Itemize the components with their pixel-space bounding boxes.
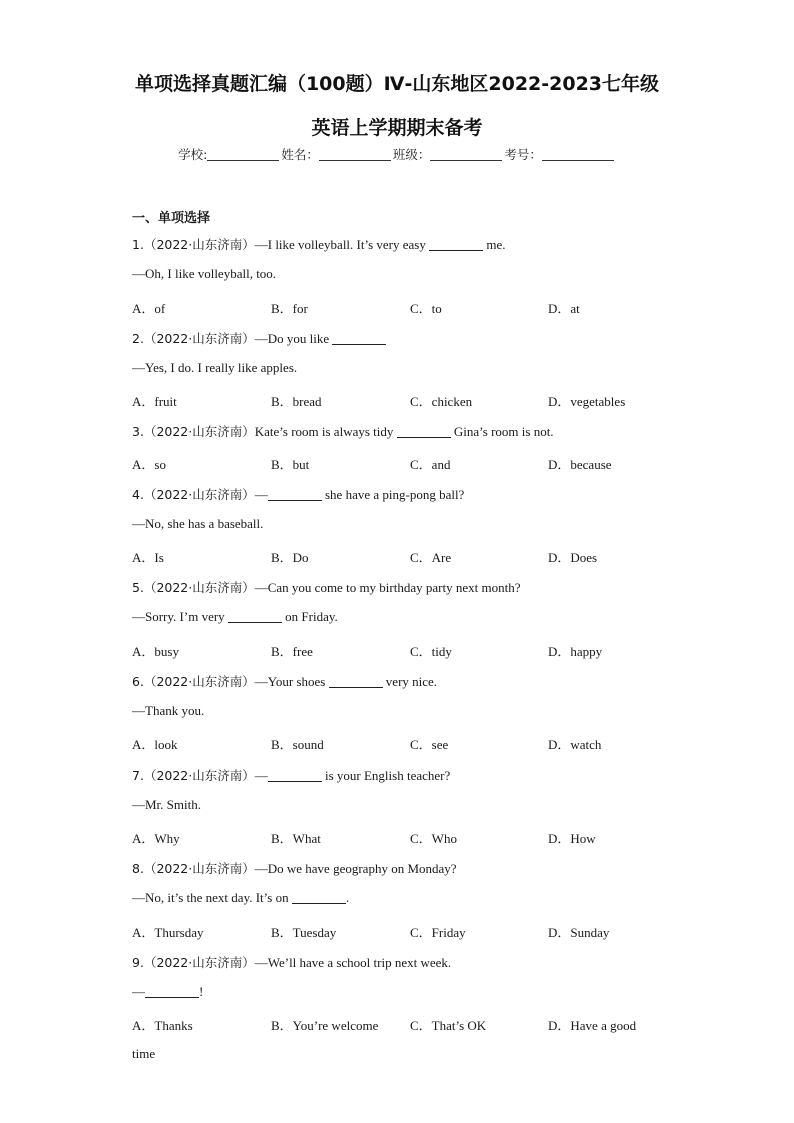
option-a: A．Why — [132, 831, 180, 846]
question-source: （2022·山东济南） — [143, 237, 255, 252]
reply-text: — — [132, 984, 145, 999]
question-source: （2022·山东济南） — [143, 861, 255, 876]
question-text: —I like volleyball. It’s very easy — [254, 237, 426, 252]
question-6-reply: —Thank you. — [132, 703, 205, 718]
question-text: Kate’s room is always tidy — [254, 424, 394, 439]
option-a: A．fruit — [132, 394, 177, 409]
option-c: C．chicken — [410, 394, 473, 409]
option-d: D．Does — [548, 550, 598, 565]
answer-blank — [429, 238, 483, 251]
option-a: A．Thursday — [132, 925, 204, 940]
answer-blank — [329, 675, 383, 688]
answer-blank — [228, 610, 282, 623]
question-source: （2022·山东济南） — [143, 331, 255, 346]
option-b: B．sound — [271, 737, 324, 752]
question-number: 3. — [132, 424, 144, 439]
question-source: （2022·山东济南） — [143, 580, 255, 595]
question-2-stem — [132, 329, 386, 347]
option-c: C．tidy — [410, 644, 452, 659]
option-d: D．at — [548, 301, 580, 316]
option-b: B．free — [271, 644, 313, 659]
question-number: 6. — [132, 674, 144, 689]
question-source: （2022·山东济南） — [143, 955, 255, 970]
class-blank — [430, 148, 502, 161]
answer-blank — [268, 769, 322, 782]
question-5-reply — [132, 609, 338, 625]
question-number: 2. — [132, 331, 144, 346]
question-number: 7. — [132, 768, 144, 783]
reply-text-after: . — [345, 890, 350, 905]
question-1-stem — [132, 235, 506, 253]
option-b: B．bread — [271, 394, 322, 409]
option-b: B．What — [271, 831, 321, 846]
option-a: A．so — [132, 457, 166, 472]
question-4-stem — [132, 485, 464, 503]
number-blank — [542, 148, 614, 161]
student-info-row — [0, 145, 794, 163]
question-4-reply: —No, she has a baseball. — [132, 516, 264, 531]
question-text-after: Gina’s room is not. — [453, 424, 554, 439]
reply-text: —Sorry. I’m very — [132, 609, 225, 624]
question-text-after: is your English teacher? — [324, 768, 451, 783]
question-text: —Your shoes — [254, 674, 326, 689]
question-number: 9. — [132, 955, 144, 970]
document-title-line-2: 英语上学期期末备考 — [311, 117, 483, 139]
answer-blank — [332, 332, 386, 345]
question-number: 8. — [132, 861, 144, 876]
question-number: 4. — [132, 487, 144, 502]
question-text: —Can you come to my birthday party next month? — [254, 580, 521, 595]
question-number: 5. — [132, 580, 144, 595]
answer-blank — [145, 985, 199, 998]
answer-blank — [268, 488, 322, 501]
option-c: C．Are — [410, 550, 452, 565]
option-a: A．look — [132, 737, 178, 752]
reply-text: —No, it’s the next day. It’s on — [132, 890, 289, 905]
question-text: —Do you like — [254, 331, 330, 346]
reply-text-after: ! — [199, 984, 204, 999]
question-source: （2022·山东济南） — [143, 674, 255, 689]
question-number: 1. — [132, 237, 144, 252]
name-blank — [319, 148, 391, 161]
question-9-reply — [132, 984, 203, 1000]
question-text: —We’ll have a school trip next week. — [254, 955, 452, 970]
question-text-after: very nice. — [385, 674, 438, 689]
option-c: C．and — [410, 457, 451, 472]
option-c: C．see — [410, 737, 449, 752]
option-b: B．for — [271, 301, 308, 316]
document-title-line-1: 单项选择真题汇编（100题）Ⅳ-山东地区2022-2023七年级 — [134, 73, 660, 95]
option-d: D．How — [548, 831, 596, 846]
option-d: D．Have a good — [548, 1018, 637, 1033]
question-9-stem — [132, 953, 451, 971]
option-c: C．That’s OK — [410, 1018, 487, 1033]
answer-blank — [397, 425, 451, 438]
option-c: C．to — [410, 301, 442, 316]
option-b: B．Tuesday — [271, 925, 337, 940]
question-source: （2022·山东济南） — [143, 487, 255, 502]
question-text: — — [254, 768, 268, 783]
question-8-stem — [132, 859, 457, 877]
question-1-reply: —Oh, I like volleyball, too. — [132, 266, 277, 281]
class-label: 班级： — [392, 147, 431, 162]
option-d: D．Sunday — [548, 925, 610, 940]
name-label: 姓名： — [281, 147, 319, 162]
question-source: （2022·山东济南） — [143, 424, 255, 439]
option-c: C．Friday — [410, 925, 466, 940]
option-b: B．but — [271, 457, 310, 472]
option-c: C．Who — [410, 831, 457, 846]
question-text-after: me. — [486, 237, 506, 252]
question-9-option-d-overflow: time — [132, 1046, 156, 1061]
option-a: A．Thanks — [132, 1018, 193, 1033]
question-2-reply: —Yes, I do. I really like apples. — [132, 360, 298, 375]
question-text: —Do we have geography on Monday? — [254, 861, 457, 876]
school-blank — [207, 148, 279, 161]
option-d: D．happy — [548, 644, 603, 659]
option-d: D．watch — [548, 737, 602, 752]
option-d: D．vegetables — [548, 394, 626, 409]
question-6-stem — [132, 672, 437, 690]
question-5-stem — [132, 578, 520, 596]
option-a: A．of — [132, 301, 166, 316]
question-3-stem — [132, 422, 554, 440]
school-label: 学校: — [178, 147, 208, 162]
question-text-after: she have a ping-pong ball? — [324, 487, 465, 502]
section-heading: 一、单项选择 — [132, 211, 211, 226]
question-7-reply: —Mr. Smith. — [132, 797, 201, 812]
option-a: A．busy — [132, 644, 179, 659]
answer-blank — [292, 891, 346, 904]
option-a: A．Is — [132, 550, 164, 565]
number-label: 考号： — [504, 147, 542, 162]
option-d: D．because — [548, 457, 612, 472]
question-8-reply — [132, 890, 349, 906]
reply-text-after: on Friday. — [285, 609, 338, 624]
question-source: （2022·山东济南） — [143, 768, 255, 783]
question-text: — — [254, 487, 268, 502]
option-b: B．Do — [271, 550, 309, 565]
option-b: B．You’re welcome — [271, 1018, 379, 1033]
question-7-stem — [132, 766, 450, 784]
